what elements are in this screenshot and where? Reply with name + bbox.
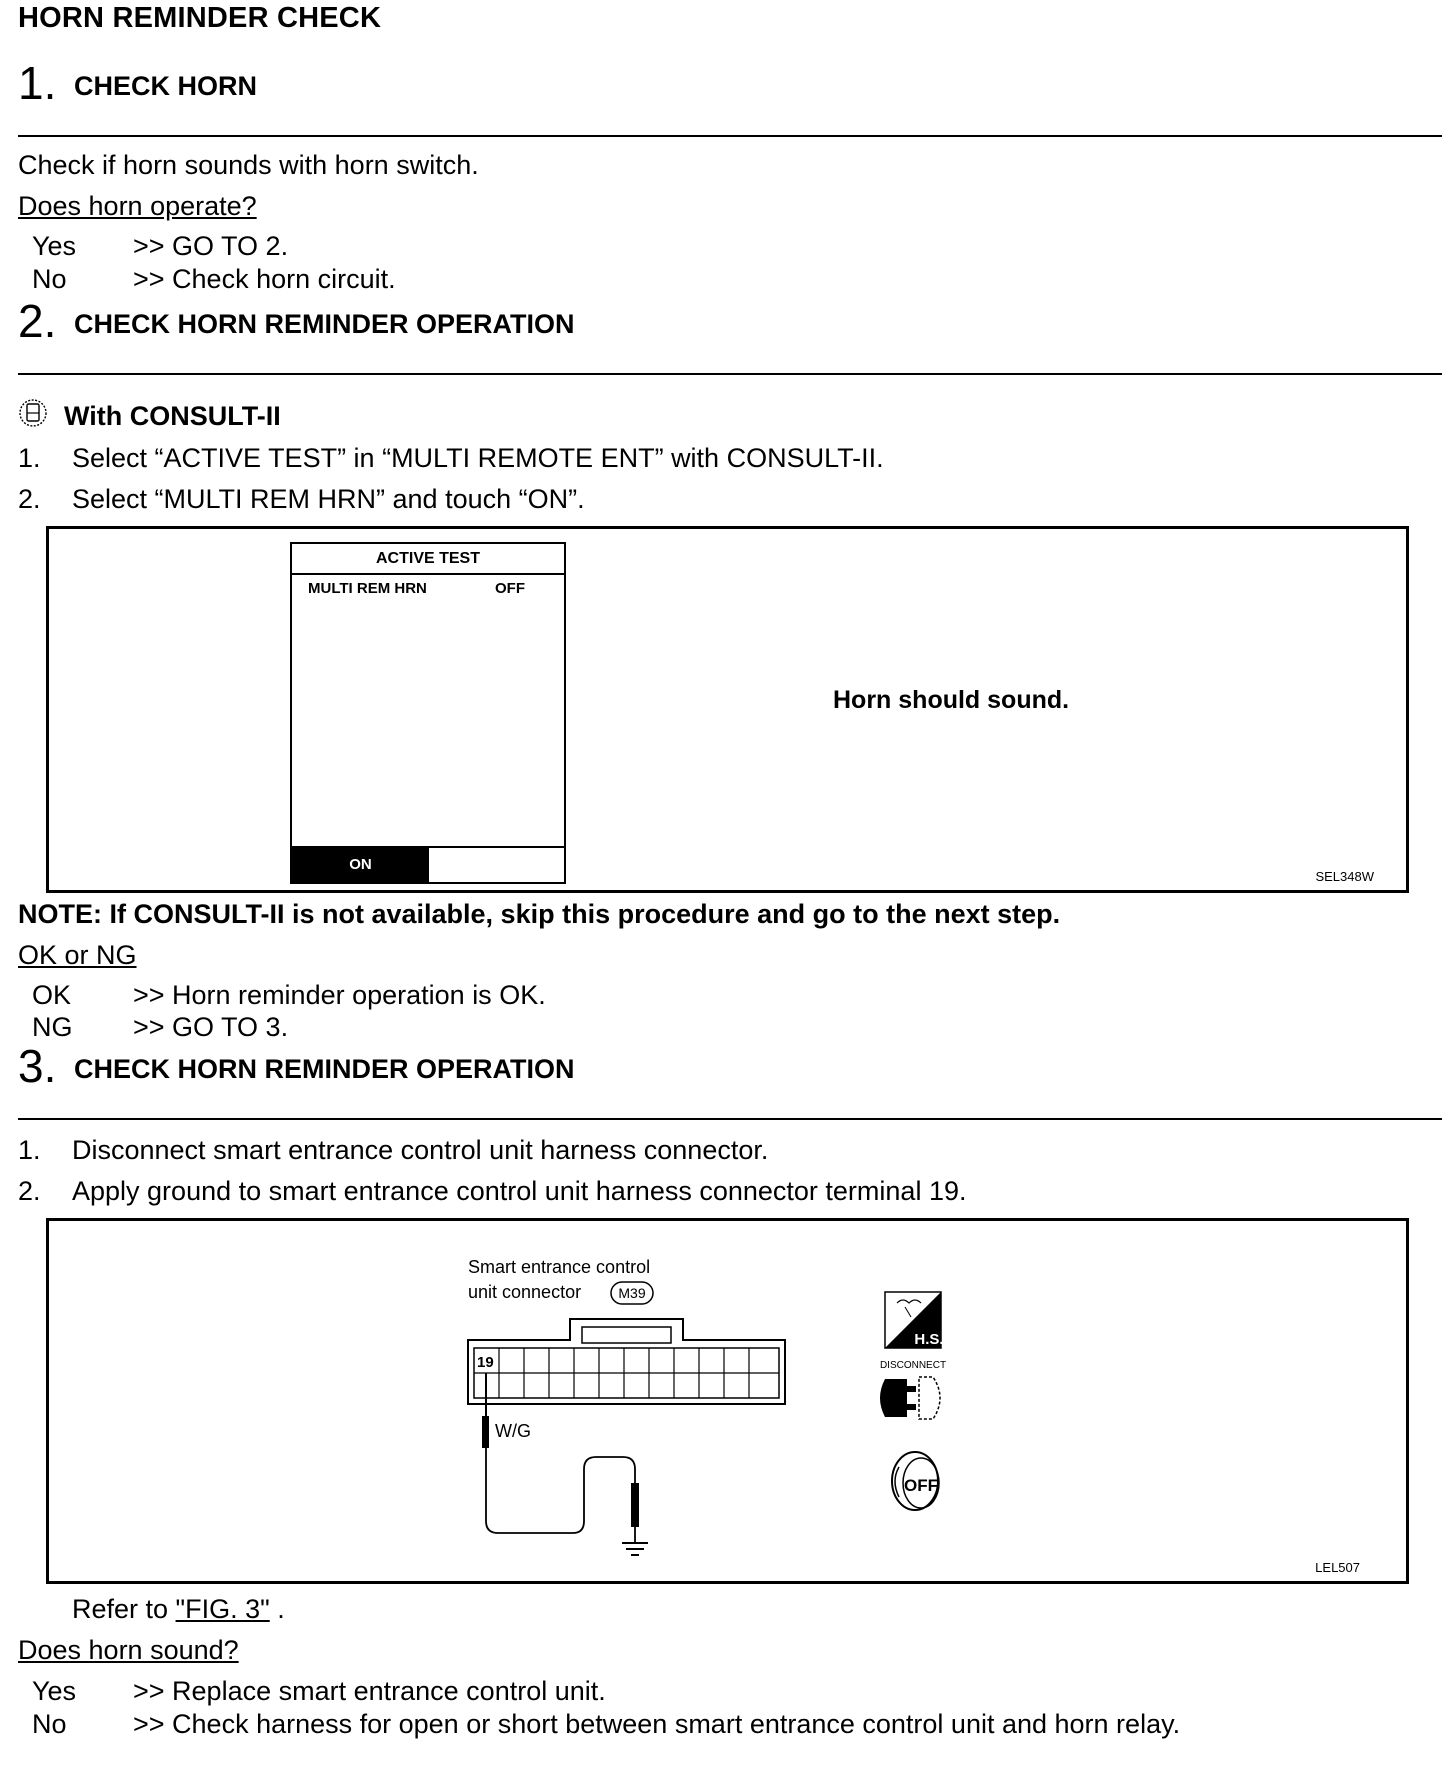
step-number: 2.	[18, 295, 57, 347]
connector-figure	[46, 1218, 1409, 1584]
connector-label-line2: unit connector	[468, 1282, 582, 1302]
list-item-text: Disconnect smart entrance control unit harness connector.	[72, 1135, 769, 1165]
result-text: Horn should sound.	[833, 686, 1070, 714]
on-button[interactable]: ON	[292, 848, 429, 882]
step-3-question: Does horn sound?	[18, 1635, 239, 1665]
list-item-number: 1.	[18, 443, 41, 473]
figure-code: SEL348W	[1315, 869, 1374, 884]
wire-color: W/G	[495, 1421, 531, 1441]
step-1-question: Does horn operate?	[18, 191, 257, 221]
answer-action: >> GO TO 2.	[133, 231, 289, 261]
answer-action: >> Replace smart entrance control unit.	[133, 1676, 606, 1706]
list-item-text: Select “ACTIVE TEST” in “MULTI REMOTE ENT” with CONSULT-II.	[72, 443, 884, 473]
answer-key: No	[32, 1709, 67, 1739]
answer-action: >> Horn reminder operation is OK.	[133, 980, 546, 1010]
connector-id: M39	[618, 1285, 646, 1301]
harness-side-icon	[885, 1292, 944, 1348]
fig-3-link[interactable]: "FIG. 3"	[175, 1594, 270, 1624]
refer-suffix: .	[269, 1594, 285, 1624]
refer-line	[72, 1594, 285, 1625]
list-item-text: Select “MULTI REM HRN” and touch “ON”.	[72, 484, 585, 514]
consult-mode-label: With CONSULT-II	[64, 401, 281, 431]
step-3-heading	[18, 1040, 918, 1095]
step-2-question: OK or NG	[18, 940, 137, 970]
answer-key: OK	[32, 980, 72, 1010]
list-item-number: 2.	[18, 1176, 41, 1206]
divider	[18, 373, 1442, 375]
list-item-text: Apply ground to smart entrance control unit harness connector terminal 19.	[72, 1176, 967, 1206]
document-title: HORN REMINDER CHECK	[18, 2, 382, 34]
figure-code: LEL507	[1315, 1560, 1360, 1575]
answer-action: >> GO TO 3.	[133, 1012, 289, 1042]
step-number: 1.	[18, 57, 57, 109]
jumper-wire	[486, 1448, 635, 1533]
step-2-heading	[18, 295, 918, 350]
answer-key: NG	[32, 1012, 73, 1042]
connector-diagram	[49, 1221, 1406, 1581]
empty-button[interactable]	[429, 848, 564, 882]
answer-key: No	[32, 264, 67, 294]
ignition-off-label: OFF	[904, 1476, 938, 1495]
test-item-value: OFF	[495, 580, 525, 597]
step-title: CHECK HORN	[74, 71, 258, 101]
list-item-number: 1.	[18, 1135, 41, 1165]
test-item-name: MULTI REM HRN	[308, 580, 427, 597]
refer-prefix: Refer to	[72, 1594, 176, 1624]
screen-title: ACTIVE TEST	[292, 544, 564, 575]
terminal-number: 19	[477, 1354, 494, 1371]
consult-ii-icon	[16, 396, 50, 430]
answer-key: Yes	[32, 1676, 77, 1706]
connector-housing	[468, 1319, 785, 1404]
divider	[18, 1118, 1442, 1120]
disconnect-icon	[880, 1377, 940, 1419]
answer-action: >> Check harness for open or short between smart entrance control unit and horn relay.	[133, 1709, 1181, 1739]
connector-label-line1: Smart entrance control	[468, 1257, 651, 1277]
answer-action: >> Check horn circuit.	[133, 264, 396, 294]
step-number: 3.	[18, 1040, 57, 1092]
step-title: CHECK HORN REMINDER OPERATION	[74, 1054, 575, 1084]
divider	[18, 135, 1442, 137]
answer-key: Yes	[32, 231, 77, 261]
step-title: CHECK HORN REMINDER OPERATION	[74, 309, 575, 339]
test-probe	[482, 1416, 489, 1448]
step-2-note: NOTE: If CONSULT-II is not available, skip this procedure and go to the next step.	[18, 899, 1061, 929]
step-1-heading	[18, 57, 818, 112]
ground-probe	[631, 1483, 639, 1527]
consult-screen	[290, 542, 566, 884]
list-item-number: 2.	[18, 484, 41, 514]
hs-label: H.S.	[914, 1331, 944, 1348]
connector-latch	[582, 1327, 671, 1343]
ignition-off-icon	[892, 1452, 939, 1510]
step-1-instruction: Check if horn sounds with horn switch.	[18, 150, 479, 180]
active-test-figure	[46, 526, 1409, 893]
disconnect-label: DISCONNECT	[879, 1360, 947, 1371]
